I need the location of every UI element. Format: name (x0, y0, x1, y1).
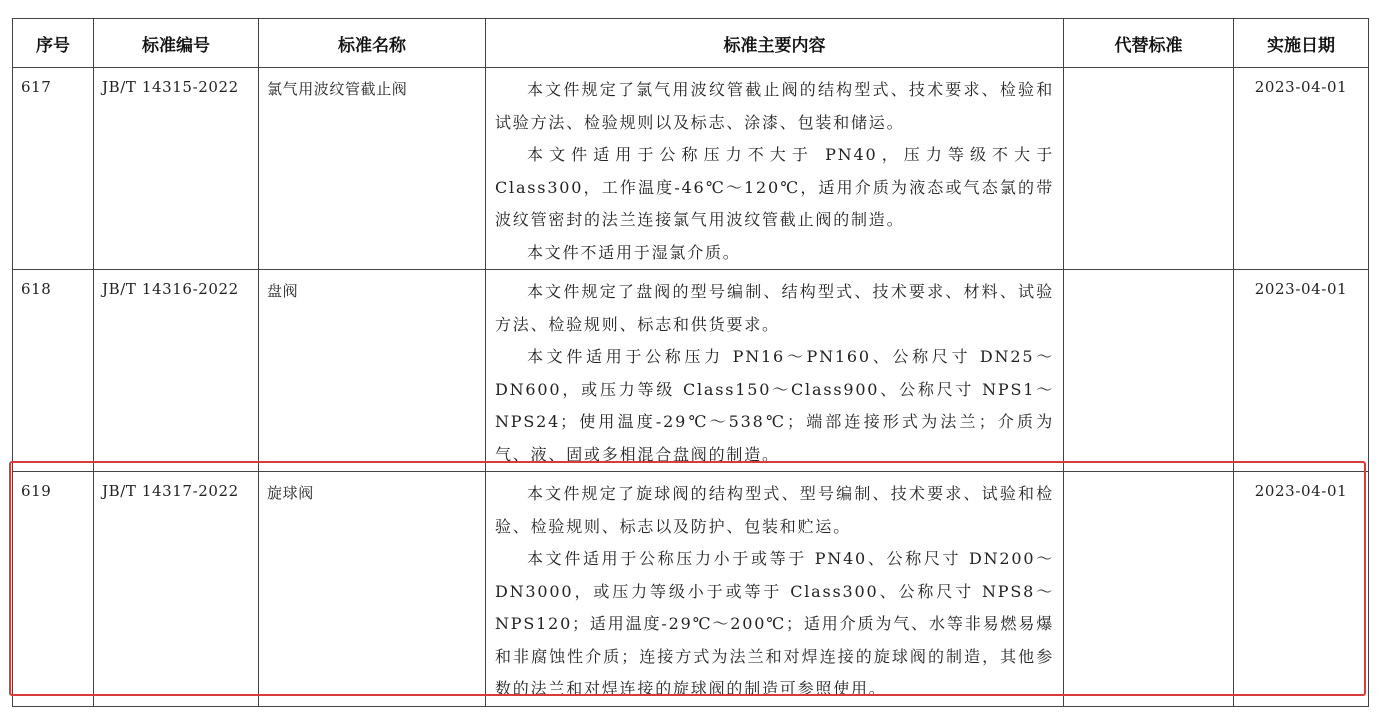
table-row-619 (13, 472, 1369, 707)
content-paragraph: 本文件不适用于湿氯介质。 (527, 242, 741, 262)
content-paragraph: 本文件适用于公称压力小于或等于 PN40、公称尺寸 DN200～DN3000，或压力等级小于或等于 Class300、公称尺寸 NPS8～NPS120；适用温度-29℃～200℃；适用介质为气、水等非易燃易爆和非腐蚀性介质；连接方式为法兰和对焊连接的旋球阀的制造，其他参数的法兰和对焊连接的旋球阀的制造可参照使用。 (495, 549, 1054, 698)
content-paragraph: 本文件适用于公称压力不大于 PN40，压力等级不大于 Class300，工作温度-46℃～120℃，适用介质为液态或气态氯的带波纹管密封的法兰连接氯气用波纹管截止阀的制造。 (495, 145, 1054, 229)
table-row-617 (13, 68, 1369, 270)
standard-name: 盘阀 (267, 282, 299, 300)
header-row (13, 19, 1369, 68)
main-content-cell (486, 270, 1064, 472)
effective-date: 2023-04-01 (1254, 482, 1348, 500)
effective-date-cell (1234, 68, 1369, 270)
standard-code-cell (94, 270, 259, 472)
content-paragraph: 本文件规定了盘阀的型号编制、结构型式、技术要求、材料、试验方法、检验规则、标志和供货要求。 (495, 282, 1054, 334)
replaced-standard (1064, 270, 1233, 280)
header-serial-no: 序号 (13, 19, 94, 68)
table-row-618 (13, 270, 1369, 472)
replaced-standard (1064, 472, 1233, 482)
standard-code: JB/T 14316-2022 (102, 280, 239, 298)
standard-name-cell (259, 68, 486, 270)
replaced-standard-cell (1064, 68, 1234, 270)
standard-code-cell (94, 472, 259, 707)
effective-date: 2023-04-01 (1254, 280, 1348, 298)
header-effective-date: 实施日期 (1234, 19, 1369, 68)
standard-code: JB/T 14317-2022 (102, 482, 239, 500)
replaced-standard (1064, 68, 1233, 78)
serial-no-cell (13, 472, 94, 707)
header-main-content: 标准主要内容 (486, 19, 1064, 68)
header-replaced-standard: 代替标准 (1064, 19, 1234, 68)
effective-date-cell (1234, 270, 1369, 472)
replaced-standard-cell (1064, 472, 1234, 707)
content-paragraph: 本文件适用于公称压力 PN16～PN160、公称尺寸 DN25～DN600，或压力等级 Class150～Class900、公称尺寸 NPS1～NPS24；使用温度-29℃～538℃；端部连接形式为法兰；介质为气、液、固或多相混合盘阀的制造。 (495, 347, 1054, 464)
effective-date-cell (1234, 472, 1369, 707)
table-header (13, 19, 1369, 68)
standards-table (12, 18, 1369, 707)
header-standard-code: 标准编号 (94, 19, 259, 68)
standard-name-cell (259, 472, 486, 707)
serial-no: 619 (21, 482, 52, 500)
serial-no: 617 (21, 78, 52, 96)
replaced-standard-cell (1064, 270, 1234, 472)
standard-name: 旋球阀 (267, 484, 314, 502)
serial-no: 618 (21, 280, 52, 298)
content-paragraph: 本文件规定了旋球阀的结构型式、型号编制、技术要求、试验和检验、检验规则、标志以及防护、包装和贮运。 (495, 484, 1054, 536)
standard-name-cell (259, 270, 486, 472)
effective-date: 2023-04-01 (1254, 78, 1348, 96)
standard-code-cell (94, 68, 259, 270)
standard-name: 氯气用波纹管截止阀 (267, 80, 408, 98)
content-paragraph: 本文件规定了氯气用波纹管截止阀的结构型式、技术要求、检验和试验方法、检验规则以及标志、涂漆、包装和储运。 (495, 80, 1054, 132)
serial-no-cell (13, 270, 94, 472)
header-standard-name: 标准名称 (259, 19, 486, 68)
main-content-cell (486, 68, 1064, 270)
serial-no-cell (13, 68, 94, 270)
main-content-cell (486, 472, 1064, 707)
standard-code: JB/T 14315-2022 (102, 78, 239, 96)
